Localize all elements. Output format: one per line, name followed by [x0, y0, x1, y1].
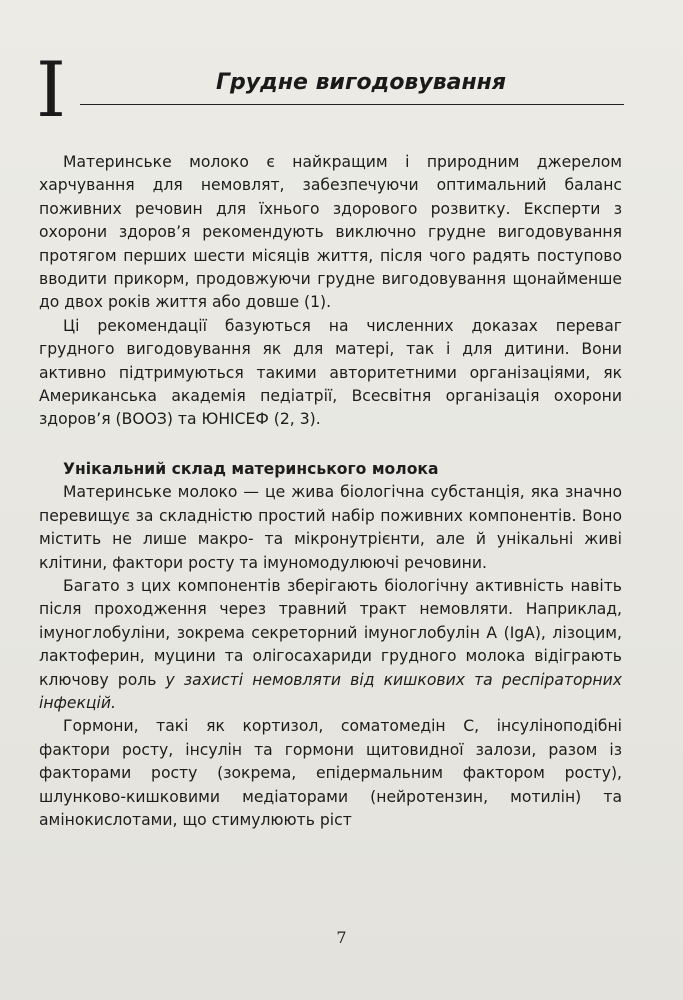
- paragraph-biological-activity-text: Багато з цих компонентів зберігають біологічну активність навіть після проходження через травний тракт немовляти. Наприклад, імуноглобуліни, зокрема секреторний імуноглобулін А (IgA), лізоцим, лактоферин, муцини та олігосахариди грудного молока відіграють ключову роль: [39, 576, 622, 689]
- paragraph-living-substance: Материнське молоко — це жива біологічна субстанція, яка значно перевищує за складністю простий набір поживних компонентів. Воно містить не лише макро- та мікронутрієнти, але й унікальні живі клітини, фактори росту та імуномодулюючі речовини.: [39, 483, 622, 572]
- section-heading: Унікальний склад материнського молока: [63, 459, 439, 478]
- paragraph-biological-activity: [39, 575, 622, 715]
- paragraph-intro: Материнське молоко є найкращим і природним джерелом харчування для немовлят, забезпечуючи оптимальний баланс поживних речовин для їхнього здорового розвитку. Експерти з охорони здоров’я рекомендують виключно грудне вигодовування протягом перших шести місяців життя, після чого радять поступово вводити прикорм, продовжуючи грудне вигодовування щонайменше до двох років життя або довше (1).: [39, 153, 622, 312]
- paragraph-recommendations: Ці рекомендації базуються на численних доказах переваг грудного вигодовування як для матері, так і для дитини. Вони активно підтримуються такими авторитетними організаціями, як Американська академія педіатрії, Всесвітня організація охорони здоров’я (ВООЗ) та ЮНІСЕФ (2, 3).: [39, 316, 622, 429]
- body-text: [39, 151, 622, 832]
- page-number: 7: [336, 928, 347, 947]
- chapter-numeral: I: [36, 45, 67, 134]
- paragraph-hormones: Гормони, такі як кортизол, соматомедін С, інсуліноподібні фактори росту, інсулін та гормони щитовидної залози, разом із факторами росту (зокрема, епідермальним фактором росту), шлунково-кишковими медіаторами (нейротензин, мотилін) та амінокислотами, що стимулюють ріст: [39, 717, 622, 829]
- chapter-title-rule: [80, 104, 624, 105]
- chapter-title: Грудне вигодовування: [215, 70, 506, 95]
- paragraph-italic-tail: у захисті немовляти від кишкових та респіраторних інфекцій.: [39, 670, 622, 712]
